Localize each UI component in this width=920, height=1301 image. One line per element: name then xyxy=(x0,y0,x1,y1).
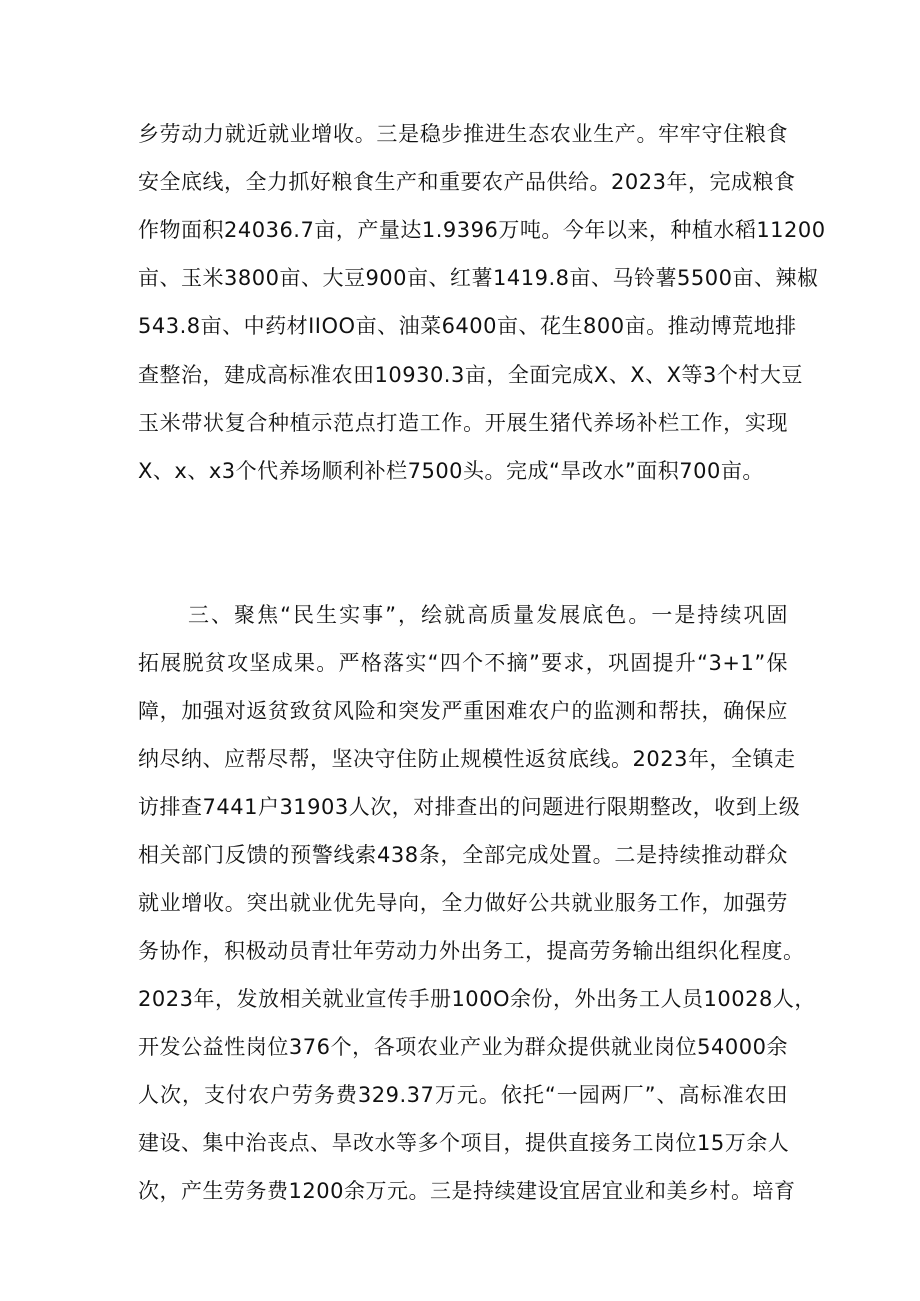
text-line: 相关部门反馈的预警线索438条，全部完成处置。二是持续推动群众 xyxy=(138,843,788,867)
text-line: 安全底线，全力抓好粮食生产和重要农产品供给。2023年，完成粮食 xyxy=(138,170,796,194)
text-line: 纳尽纳、应帮尽帮，坚决守住防止规模性返贫底线。2023年，全镇走 xyxy=(138,747,796,771)
section-heading-line: 三、聚焦“民生实事”，绘就高质量发展底色。一是持续巩固 xyxy=(188,603,788,627)
text-line: 亩、玉米3800亩、大豆900亩、红薯1419.8亩、马铃薯5500亩、辣椒 xyxy=(138,266,819,290)
text-line: 作物面积24036.7亩，产量达1.9396万吨。今年以来，种植水稻11200 xyxy=(138,218,826,242)
text-line: 2023年，发放相关就业宣传手册100O余份，外出务工人员10028人， xyxy=(138,987,816,1011)
text-line: 拓展脱贫攻坚成果。严格落实“四个不摘”要求，巩固提升“3+1”保 xyxy=(138,651,788,675)
text-line: 次，产生劳务费1200余万元。三是持续建设宜居宜业和美乡村。培育 xyxy=(138,1179,796,1203)
text-line: 建设、集中治丧点、旱改水等多个项目，提供直接务工岗位15万余人 xyxy=(138,1131,790,1155)
text-line: X、x、x3个代养场顺利补栏7500头。完成“旱改水”面积700亩。 xyxy=(138,459,764,483)
text-line: 乡劳动力就近就业增收。三是稳步推进生态农业生产。牢牢守住粮食 xyxy=(138,122,788,146)
text-line: 开发公益性岗位376个，各项农业产业为群众提供就业岗位54000余 xyxy=(138,1035,788,1059)
text-line: 务协作，积极动员青壮年劳动力外出务工，提高劳务输出组织化程度。 xyxy=(138,939,805,963)
text-line: 障，加强对返贫致贫风险和突发严重困难农户的监测和帮扶，确保应 xyxy=(138,699,788,723)
text-line: 查整治，建成高标准农田10930.3亩，全面完成X、X、X等3个村大豆 xyxy=(138,363,803,387)
text-line: 玉米带状复合种植示范点打造工作。开展生猪代养场补栏工作，实现 xyxy=(138,411,788,435)
text-line: 就业增收。突出就业优先导向，全力做好公共就业服务工作，加强劳 xyxy=(138,891,788,915)
text-line: 访排查7441户31903人次，对排查出的问题进行限期整改，收到上级 xyxy=(138,795,801,819)
text-line: 人次，支付农户劳务费329.37万元。依托“一园两厂”、高标准农田 xyxy=(138,1083,788,1107)
text-line: 543.8亩、中药材IIOO亩、油菜6400亩、花生800亩。推动博荒地排 xyxy=(138,314,797,338)
